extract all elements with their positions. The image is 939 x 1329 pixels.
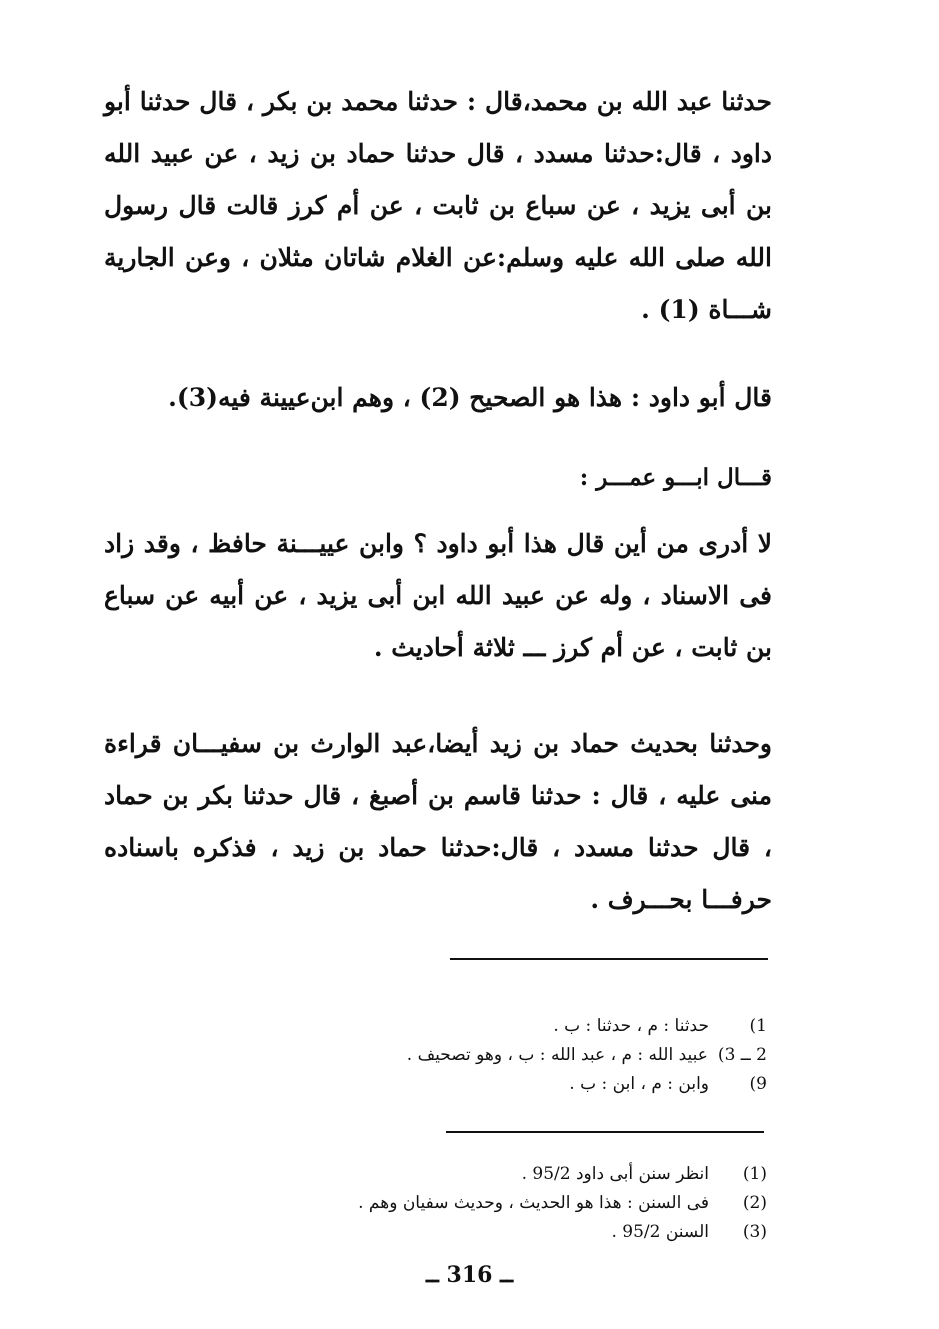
note-label: (3) xyxy=(742,1222,767,1242)
source-note xyxy=(207,1218,767,1247)
note-label: (1) xyxy=(742,1164,767,1184)
note-text: السنن 95/2 . xyxy=(611,1222,709,1242)
note-text: وابن : م ، ابن : ب . xyxy=(569,1074,709,1094)
paragraph-3: لا أدرى من أين قال هذا أبو داود ؟ وابن عييـــنة حافظ ، وقد زاد فى الاسناد ، وله عن عبيد الله ابن أبى يزيد ، عن أبيه عن سباع بن ثابت ، عن أم كرز ـــ ثلاثة أحاديث . xyxy=(104,529,772,662)
variant-note xyxy=(207,1070,767,1099)
note-text: انظر سنن أبى داود 95/2 . xyxy=(521,1164,709,1184)
page-number: ــ 316 ــ xyxy=(425,1262,514,1288)
paragraph-2: قال أبو داود : هذا هو الصحيح (2) ، وهم ابن‌عيينة فيه(3). xyxy=(168,383,772,412)
source-note xyxy=(207,1189,767,1218)
note-text: عبيد الله : م ، عبد الله : ب ، وهو تصحيف . xyxy=(406,1045,708,1065)
footnote-divider-1 xyxy=(450,958,768,960)
note-label: (2) xyxy=(742,1193,767,1213)
variant-note xyxy=(207,1012,767,1041)
paragraph-1: حدثنا عبد الله بن محمد،قال : حدثنا محمد بن بكر ، قال حدثنا أبو داود ، قال:حدثنا مسدد ، قال حدثنا حماد بن زيد ، عن عبيد الله بن أبى يزيد ، عن سباع بن ثابت ، عن أم كرز قالت قال رسول الله صلى الله عليه وسلم:عن الغلام شاتان مثلان ، وعن الجارية شـــاة (1) . xyxy=(104,87,772,324)
variant-note xyxy=(207,1041,767,1070)
note-label: 9) xyxy=(749,1074,767,1094)
section-heading: قـــال ابـــو عمـــر : xyxy=(579,464,772,491)
note-label: 2 ــ 3) xyxy=(717,1045,767,1065)
source-notes xyxy=(207,1160,767,1247)
footnote-divider-2 xyxy=(446,1131,764,1133)
note-text: حدثنا : م ، حدثنا : ب . xyxy=(553,1016,709,1036)
variant-notes xyxy=(207,1012,767,1099)
source-note xyxy=(207,1160,767,1189)
note-text: فى السنن : هذا هو الحديث ، وحديث سفيان وهم . xyxy=(358,1193,709,1213)
paragraph-4: وحدثنا بحديث حماد بن زيد أيضا،عبد الوارث بن سفيـــان قراءة منى عليه ، قال : حدثنا قاسم بن أصبغ ، قال حدثنا بكر بن حماد ، قال حدثنا مسدد ، قال:حدثنا حماد بن زيد ، فذكره باسناده حرفـــا بحـــرف . xyxy=(104,729,772,914)
note-label: 1) xyxy=(749,1016,767,1036)
